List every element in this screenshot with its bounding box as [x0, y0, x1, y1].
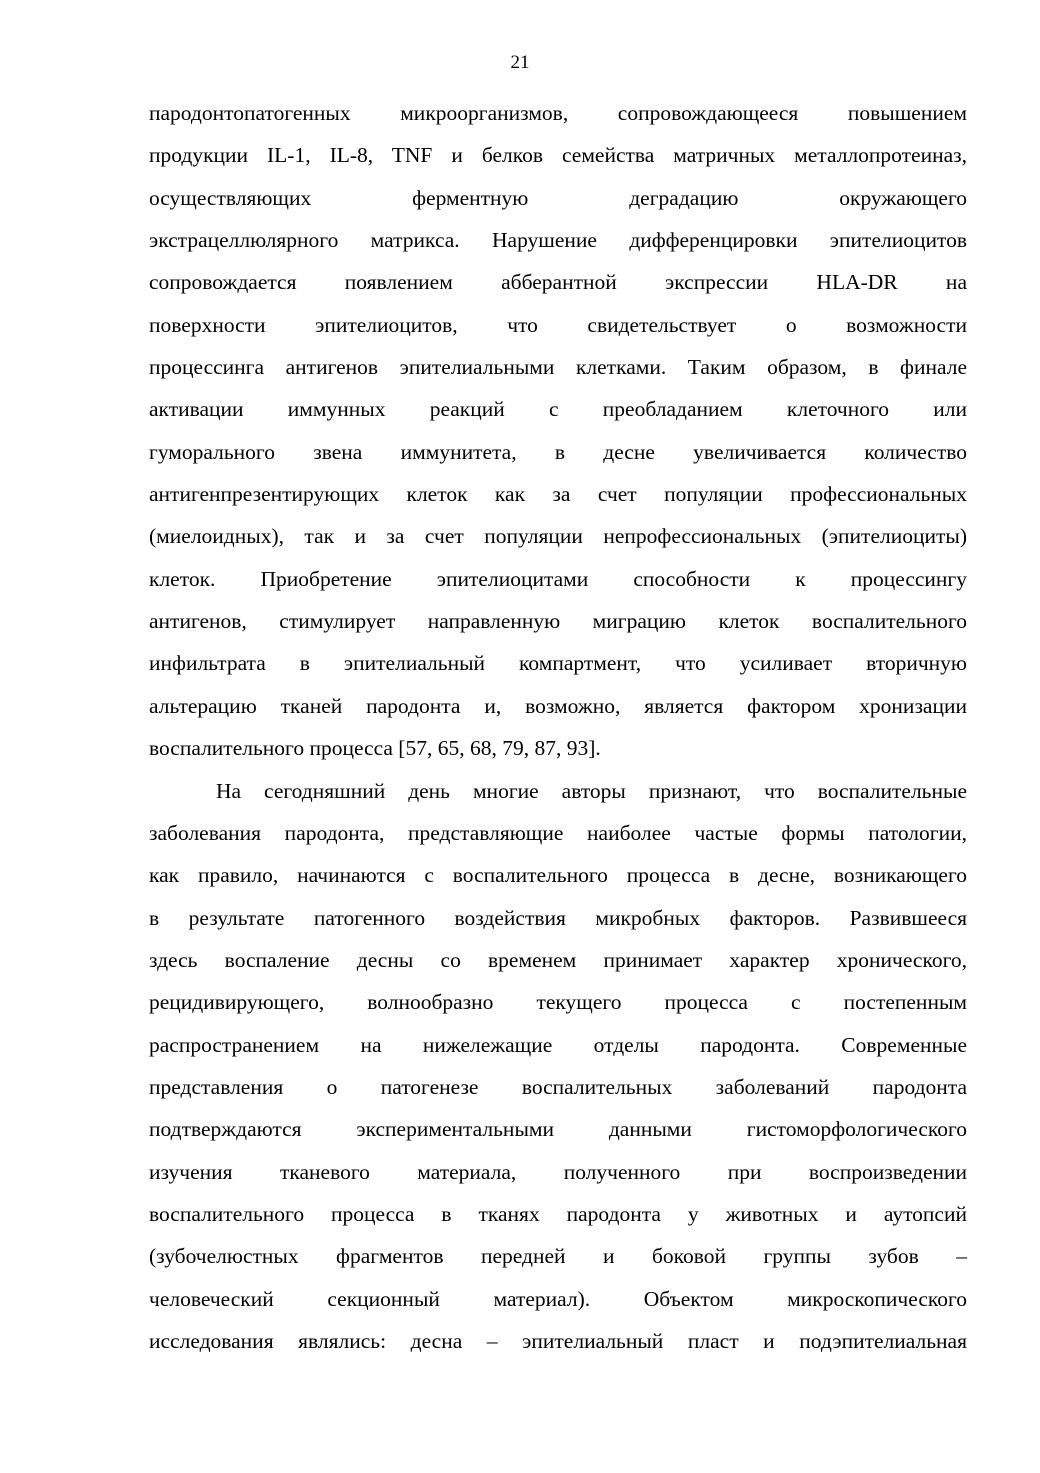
text-line: процессинга антигенов эпителиальными клетками. Таким образом, в финале [149, 355, 967, 380]
text-line: в результате патогенного воздействия микробных факторов. Развившееся [149, 905, 967, 930]
text-line: воспалительного процесса [57, 65, 68, 79, 87, 93]. [149, 736, 601, 761]
text-line: исследования являлись: десна – эпителиальный пласт и подэпителиальная [149, 1328, 967, 1353]
text-line: гуморального звена иммунитета, в десне увеличивается количество [149, 439, 967, 464]
text-line: активации иммунных реакций с преобладанием клеточного или [149, 397, 967, 422]
text-line: клеток. Приобретение эпителиоцитами способности к процессингу [149, 566, 967, 591]
text-line: изучения тканевого материала, полученного при воспроизведении [149, 1159, 967, 1184]
text-line: продукции IL-1, IL-8, TNF и белков семейства матричных металлопротеиназ, [149, 143, 967, 168]
text-line: инфильтрата в эпителиальный компартмент, что усиливает вторичную [149, 651, 967, 676]
text-line: представления о патогенезе воспалительных заболеваний пародонта [149, 1074, 967, 1099]
text-line: антигенпрезентирующих клеток как за счет популяции профессиональных [149, 482, 967, 507]
paragraph [149, 92, 967, 770]
paragraph [149, 770, 967, 1363]
text-line: антигенов, стимулирует направленную миграцию клеток воспалительного [149, 609, 967, 634]
page-number: 21 [510, 52, 530, 73]
text-line: поверхности эпителиоцитов, что свидетельствует о возможности [149, 312, 967, 337]
text-line: (зубочелюстных фрагментов передней и боковой группы зубов – [149, 1244, 967, 1269]
text-line: заболевания пародонта, представляющие наиболее частые формы патологии, [149, 820, 967, 845]
text-line: здесь воспаление десны со временем принимает характер хронического, [149, 947, 967, 972]
text-line: экстрацеллюлярного матрикса. Нарушение дифференцировки эпителиоцитов [149, 228, 967, 253]
text-line: пародонтопатогенных микроорганизмов, сопровождающееся повышением [149, 101, 967, 125]
text-line: (миелоидных), так и за счет популяции непрофессиональных (эпителиоциты) [149, 524, 967, 549]
text-line: подтверждаются экспериментальными данными гистоморфологического [149, 1117, 967, 1142]
text-line: распространением на нижележащие отделы пародонта. Современные [149, 1032, 967, 1057]
text-line: как правило, начинаются с воспалительного процесса в десне, возникающего [149, 863, 967, 888]
text-body [149, 92, 967, 1362]
text-line: осуществляющих ферментную деградацию окружающего [149, 185, 967, 210]
text-line: рецидивирующего, волнообразно текущего процесса с постепенным [149, 990, 967, 1015]
text-line: На сегодняшний день многие авторы признают, что воспалительные [216, 778, 967, 803]
text-line: альтерацию тканей пародонта и, возможно, является фактором хронизации [149, 693, 967, 718]
text-line: воспалительного процесса в тканях пародонта у животных и аутопсий [149, 1201, 967, 1226]
text-line: сопровождается появлением абберантной экспрессии HLA-DR на [149, 270, 967, 295]
text-line: человеческий секционный материал). Объектом микроскопического [149, 1286, 967, 1311]
